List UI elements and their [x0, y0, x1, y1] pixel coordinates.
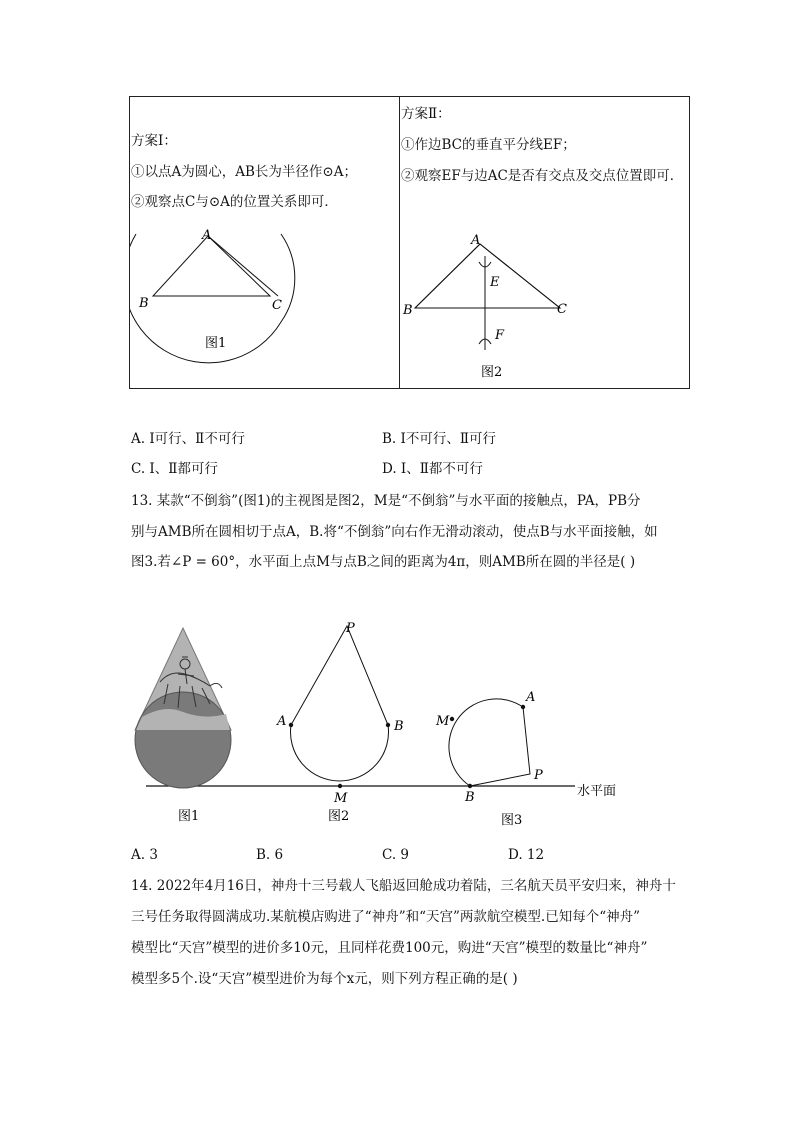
- label-p-fig2: P: [346, 621, 355, 636]
- q12-option-c: C. Ⅰ、Ⅱ都可行: [131, 461, 218, 477]
- fig13-1-caption: 图1: [178, 809, 200, 824]
- q14-line1: 14. 2022年4月16日，神舟十三号载人飞船返回舱成功着陆，三名航天员平安归来，神舟十: [131, 878, 676, 894]
- label-c: C: [272, 298, 282, 313]
- triangle-abc-2: [415, 244, 560, 308]
- label-b2: B: [403, 303, 413, 318]
- scheme2-step1: ①作边BC的垂直平分线EF；: [401, 137, 576, 153]
- label-f: F: [495, 328, 505, 343]
- ground-label: 水平面: [577, 784, 617, 799]
- scheme1-title: 方案Ⅰ：: [131, 133, 177, 149]
- point-m-fig3: [450, 717, 454, 721]
- q12-option-d: D. Ⅰ、Ⅱ都不可行: [382, 461, 483, 477]
- q14-line2: 三号任务取得圆满成功.某航模店购进了“神舟”和“天宫”两款航空模型.已知每个“神舟”: [131, 909, 640, 925]
- scheme2-step2: ②观察EF与边AC是否有交点及交点位置即可．: [401, 168, 684, 184]
- scheme2-title: 方案Ⅱ：: [401, 106, 451, 122]
- label-a: A: [202, 228, 212, 243]
- label-b-fig2: B: [394, 719, 404, 734]
- fig13-3-caption: 图3: [501, 813, 523, 828]
- scheme1-step2: ②观察点C与⊙A的位置关系即可．: [131, 194, 338, 210]
- label-a-fig2: A: [277, 714, 287, 729]
- rolled-teardrop: [449, 699, 530, 786]
- point-a-fig3: [521, 705, 525, 709]
- scheme1-figure: [130, 222, 398, 382]
- label-b: B: [139, 296, 149, 311]
- q13-line1: 13. 某款“不倒翁”(图1)的主视图是图2，M是“不倒翁”与水平面的接触点，PA，PB分: [131, 493, 641, 509]
- point-a-fig2: [289, 723, 293, 727]
- label-c2: C: [557, 302, 567, 317]
- fig2-caption: 图2: [481, 365, 503, 380]
- point-m-fig2: [338, 784, 342, 788]
- label-a2: A: [471, 233, 481, 248]
- scheme2-figure: [400, 226, 688, 386]
- q13-option-c: C. 9: [382, 847, 410, 863]
- q12-option-a: A. Ⅰ可行、Ⅱ不可行: [131, 431, 245, 447]
- point-b-fig3: [468, 784, 472, 788]
- label-p-fig3: P: [534, 768, 543, 783]
- q13-figures: [130, 612, 650, 832]
- q13-line3: 图3.若∠P = 60°，水平面上点M与点B之间的距离为4π，则AMB所在圆的半径是( ): [131, 554, 636, 570]
- q14-line3: 模型比“天宫”模型的进价多10元，且同样花费100元，购进“天宫”模型的数量比“神舟”: [131, 940, 648, 956]
- fig1-caption: 图1: [205, 336, 227, 351]
- q14-line4: 模型多5个.设“天宫”模型进价为每个x元，则下列方程正确的是( ): [131, 971, 518, 987]
- label-m-fig2: M: [334, 791, 348, 806]
- triangle-abc-1: [153, 236, 270, 296]
- label-m-fig3: M: [436, 714, 450, 729]
- q12-option-b: B. Ⅰ不可行、Ⅱ可行: [382, 431, 497, 447]
- q13-option-d: D. 12: [508, 847, 545, 863]
- scheme1-step1: ①以点A为圆心，AB长为半径作⊙A；: [131, 164, 357, 180]
- label-a-fig3: A: [526, 690, 536, 705]
- q13-line2: 别与AMB所在圆相切于点A，B.将“不倒翁”向右作无滑动滚动，使点B与水平面接触，如: [131, 524, 658, 540]
- label-e: E: [490, 275, 500, 290]
- segment-ab: [415, 244, 480, 308]
- fig13-2-caption: 图2: [328, 809, 350, 824]
- q13-option-b: B. 6: [256, 847, 284, 863]
- teardrop-shape: [291, 626, 389, 781]
- segment-ac-ext: [208, 236, 278, 296]
- label-b-fig3: B: [465, 790, 475, 805]
- q13-option-a: A. 3: [131, 847, 158, 863]
- point-b-fig2: [386, 723, 390, 727]
- tumbler-base: [135, 692, 231, 788]
